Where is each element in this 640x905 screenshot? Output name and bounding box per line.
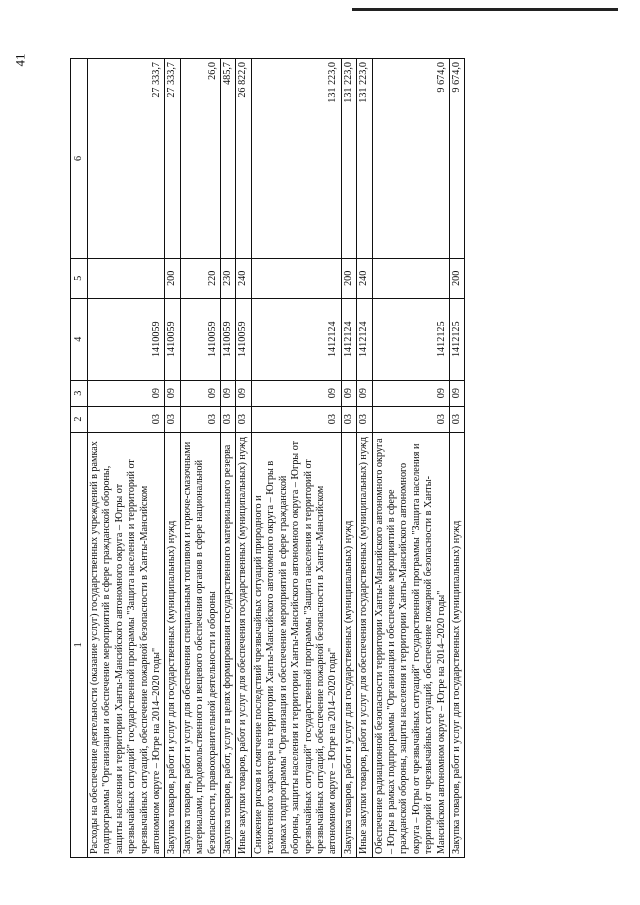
row-expense-type-cell: 220 — [180, 258, 220, 298]
header-cell: 3 — [71, 380, 88, 406]
row-amount-cell: 26 822,0 — [236, 59, 251, 259]
row-section-cell: 03 — [372, 406, 449, 432]
row-target-code-cell: 1412125 — [449, 298, 464, 380]
row-subsection-cell: 09 — [221, 380, 236, 406]
row-section-cell: 03 — [341, 406, 356, 432]
table-row — [341, 59, 356, 858]
row-target-code-cell: 1412124 — [357, 298, 372, 380]
row-name-cell: Закупка товаров, работ и услуг для государственных (муниципальных) нужд — [449, 432, 464, 857]
row-section-cell: 03 — [236, 406, 251, 432]
header-cell: 6 — [71, 59, 88, 259]
row-name-cell: Обеспечение радиационной безопасности территории Ханты-Мансийского автономного округа – Югры в рамках подпрограммы "Организация и обеспечение мероприятий в сфере гражданской обороны, защиты населения и территории Ханты-Мансийского автономного округа – Югры от чрезвычайных ситуаций" государственной программы "Защита населения и территорий от чрезвычайных ситуаций, обеспечение пожарной безопасности в Ханты-Мансийском автономном округе – Югре на 2014–2020 годы" — [372, 432, 449, 857]
row-subsection-cell: 09 — [88, 380, 165, 406]
row-target-code-cell: 1412124 — [251, 298, 341, 380]
table-row — [236, 59, 251, 858]
row-section-cell: 03 — [221, 406, 236, 432]
row-name-cell: Закупка товаров, работ, услуг в целях формирования государственного материального резерва — [221, 432, 236, 857]
row-amount-cell: 27 333,7 — [165, 59, 180, 259]
row-subsection-cell: 09 — [357, 380, 372, 406]
row-name-cell: Закупка товаров, работ и услуг для государственных (муниципальных) нужд — [165, 432, 180, 857]
row-amount-cell: 27 333,7 — [88, 59, 165, 259]
page-number: 41 — [12, 53, 28, 67]
row-amount-cell: 131 223,0 — [357, 59, 372, 259]
top-rule — [352, 8, 618, 11]
row-target-code-cell: 1410059 — [88, 298, 165, 380]
row-subsection-cell: 09 — [372, 380, 449, 406]
row-section-cell: 03 — [88, 406, 165, 432]
budget-table — [70, 58, 465, 858]
row-expense-type-cell — [88, 258, 165, 298]
row-target-code-cell: 1410059 — [221, 298, 236, 380]
table-row — [88, 59, 165, 858]
row-target-code-cell: 1412124 — [341, 298, 356, 380]
table-row — [357, 59, 372, 858]
table-row — [372, 59, 449, 858]
row-expense-type-cell — [251, 258, 341, 298]
row-amount-cell: 9 674,0 — [372, 59, 449, 259]
header-cell: 1 — [71, 432, 88, 857]
row-target-code-cell: 1412125 — [372, 298, 449, 380]
row-section-cell: 03 — [449, 406, 464, 432]
table-row — [165, 59, 180, 858]
row-expense-type-cell: 240 — [236, 258, 251, 298]
row-section-cell: 03 — [165, 406, 180, 432]
row-amount-cell: 9 674,0 — [449, 59, 464, 259]
row-expense-type-cell: 230 — [221, 258, 236, 298]
header-cell: 2 — [71, 406, 88, 432]
row-name-cell: Иные закупки товаров, работ и услуг для обеспечения государственных (муниципальных) нужд — [236, 432, 251, 857]
row-expense-type-cell: 200 — [341, 258, 356, 298]
row-subsection-cell: 09 — [236, 380, 251, 406]
row-amount-cell: 131 223,0 — [341, 59, 356, 259]
row-amount-cell: 485,7 — [221, 59, 236, 259]
row-amount-cell: 26,0 — [180, 59, 220, 259]
row-name-cell: Закупка товаров, работ и услуг для государственных (муниципальных) нужд — [341, 432, 356, 857]
row-section-cell: 03 — [180, 406, 220, 432]
table-header-row — [71, 59, 88, 858]
table-row — [180, 59, 220, 858]
row-section-cell: 03 — [357, 406, 372, 432]
row-subsection-cell: 09 — [165, 380, 180, 406]
row-expense-type-cell — [372, 258, 449, 298]
row-subsection-cell: 09 — [449, 380, 464, 406]
row-expense-type-cell: 200 — [165, 258, 180, 298]
header-cell: 5 — [71, 258, 88, 298]
row-name-cell: Расходы на обеспечение деятельности (оказание услуг) государственных учреждений в рамках подпрограммы "Организация и обеспечение мероприятий в сфере гражданской обороны, защиты населения и территории Ханты-Мансийского автономного округа – Югры от чрезвычайных ситуаций" государственной программы "Защита населения и территорий от чрезвычайных ситуаций, обеспечение пожарной безопасности в Ханты-Мансийском автономном округе – Югре на 2014–2020 годы" — [88, 432, 165, 857]
row-section-cell: 03 — [251, 406, 341, 432]
row-target-code-cell: 1410059 — [165, 298, 180, 380]
row-subsection-cell: 09 — [251, 380, 341, 406]
rotated-table-container — [70, 58, 610, 858]
row-amount-cell: 131 223,0 — [251, 59, 341, 259]
row-target-code-cell: 1410059 — [236, 298, 251, 380]
header-cell: 4 — [71, 298, 88, 380]
row-expense-type-cell: 200 — [449, 258, 464, 298]
row-name-cell: Иные закупки товаров, работ и услуг для обеспечения государственных (муниципальных) нужд — [357, 432, 372, 857]
table-row — [251, 59, 341, 858]
table-row — [449, 59, 464, 858]
row-expense-type-cell: 240 — [357, 258, 372, 298]
row-subsection-cell: 09 — [341, 380, 356, 406]
row-name-cell: Снижение рисков и смягчение последствий чрезвычайных ситуаций природного и техногенного характера на территории Ханты-Мансийского автономного округа – Югры в рамках подпрограммы "Организация и обеспечение мероприятий в сфере гражданской обороны, защиты населения и территории Ханты-Мансийского автономного округа – Югры от чрезвычайных ситуаций" государственной программы "Защита населения и территорий от чрезвычайных ситуаций, обеспечение пожарной безопасности в Ханты-Мансийском автономном округе – Югре на 2014–2020 годы" — [251, 432, 341, 857]
table-row — [221, 59, 236, 858]
row-target-code-cell: 1410059 — [180, 298, 220, 380]
row-subsection-cell: 09 — [180, 380, 220, 406]
row-name-cell: Закупка товаров, работ и услуг для обеспечения специальным топливом и горюче-смазочными материалами, продовольственного и вещевого обеспечения органов в сфере национальной безопасности, правоохранительной деятельности и обороны — [180, 432, 220, 857]
